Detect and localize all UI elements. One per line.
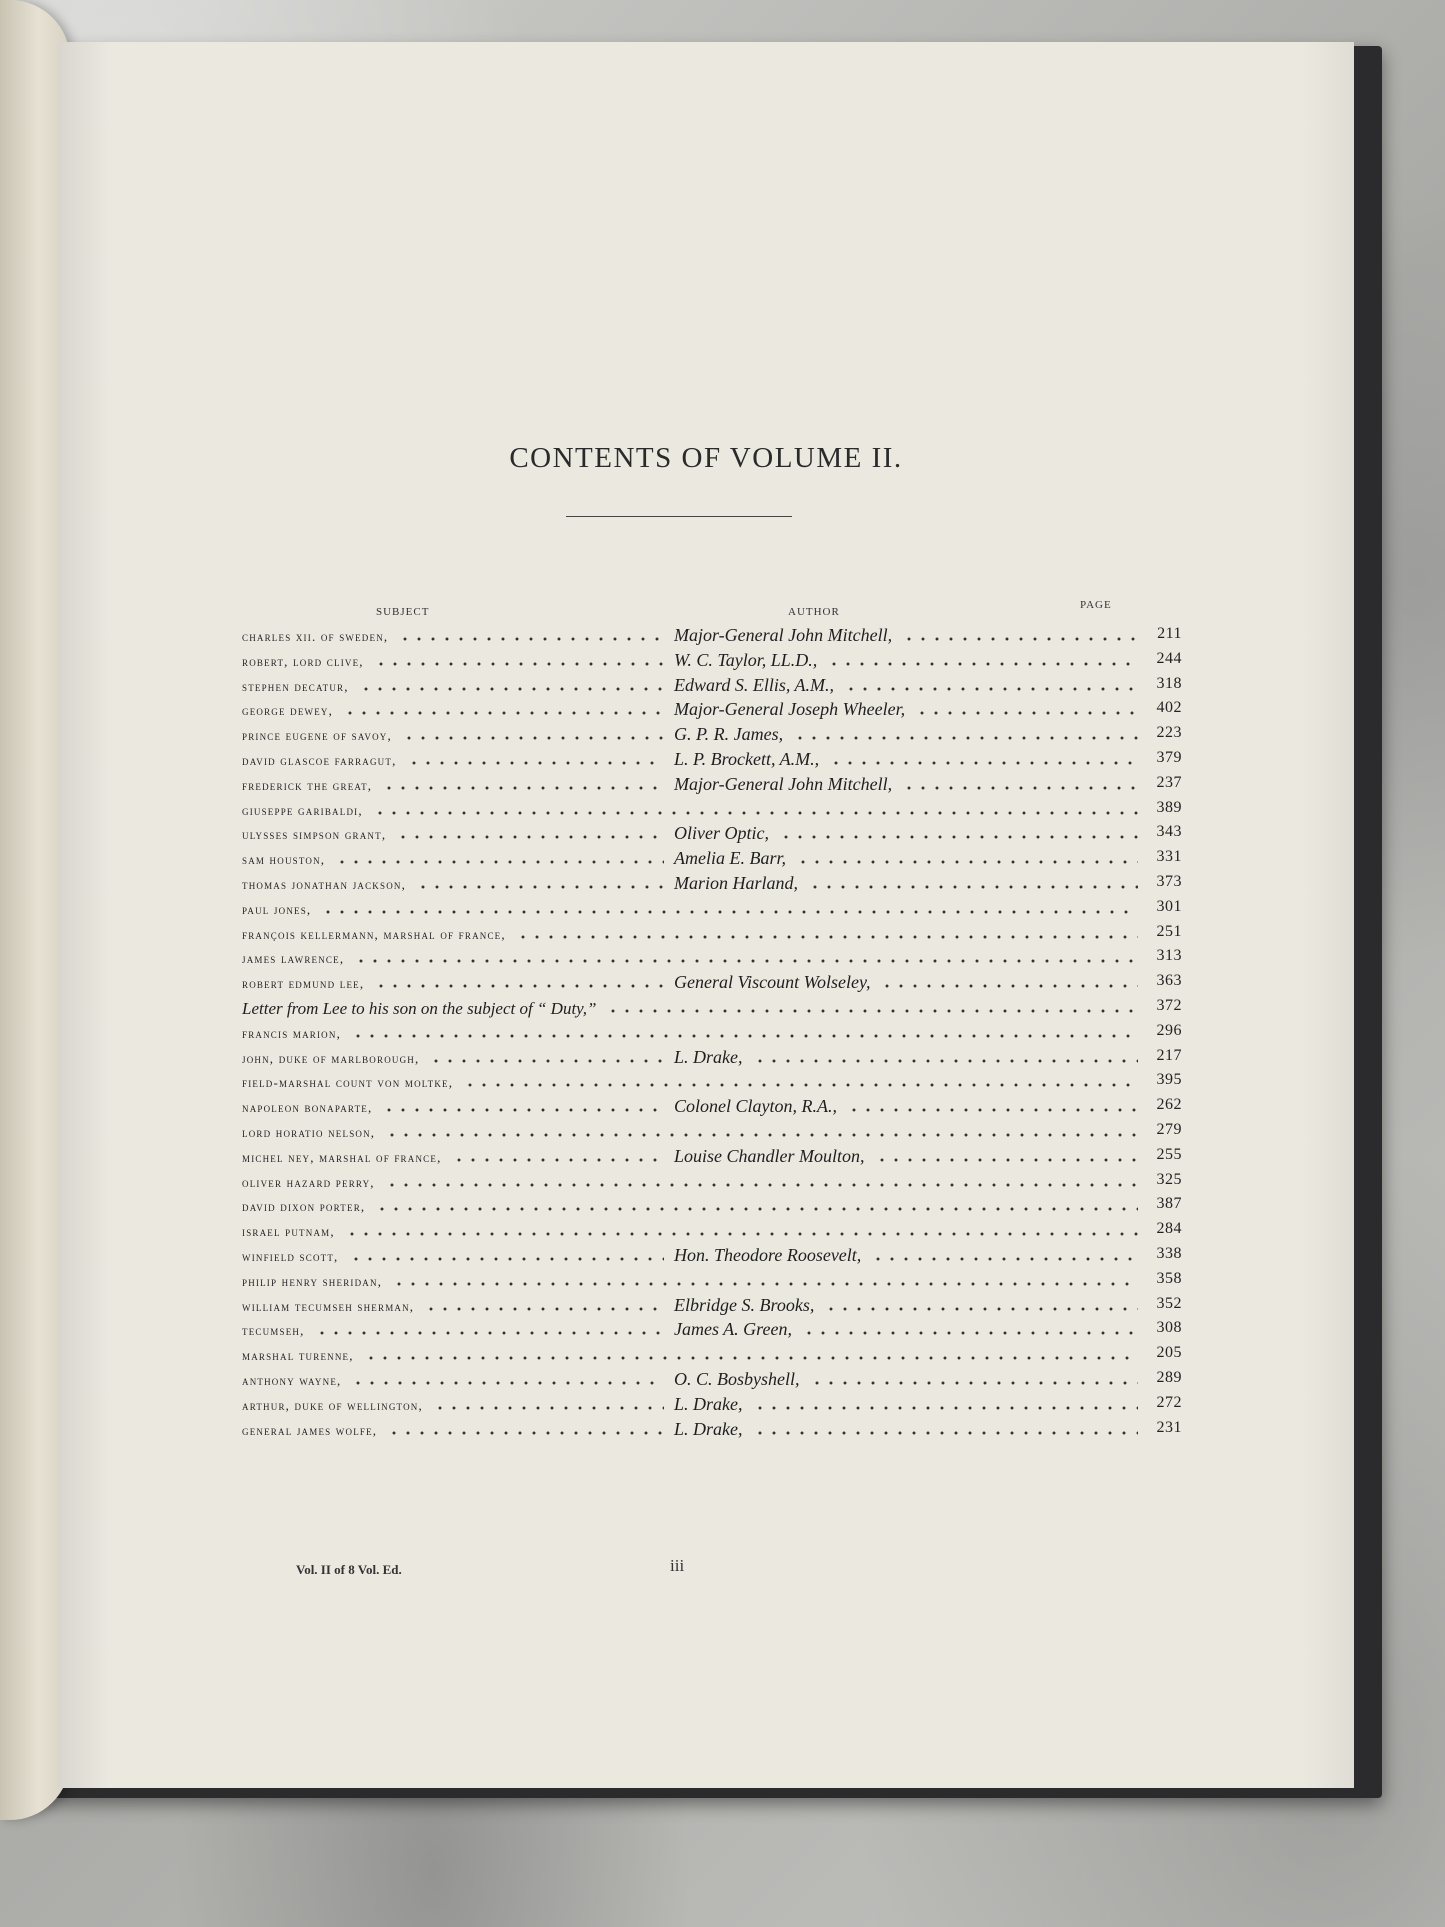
dot-leader: [351, 1377, 664, 1389]
dot-leader: [824, 1303, 1138, 1315]
dot-leader: [387, 1427, 664, 1439]
dot-leader: [407, 757, 664, 769]
entry-author: Marion Harland,: [674, 872, 799, 893]
dot-leader: [463, 1079, 1138, 1091]
edition-note: Vol. II of 8 Vol. Ed.: [296, 1562, 402, 1577]
entry-author: Louise Chandler Moulton,: [674, 1145, 865, 1166]
toc-entry: [242, 1022, 1182, 1047]
dot-leader: [429, 1055, 664, 1067]
dot-leader: [398, 633, 664, 645]
toc-entry: [242, 823, 1182, 848]
toc-entry: [242, 1369, 1182, 1394]
entry-author: O. C. Bosbyshell,: [674, 1368, 800, 1389]
entry-subject: anthony wayne,: [242, 1372, 342, 1388]
toc-entry: [242, 749, 1182, 774]
entry-author: L. P. Brockett, A.M.,: [674, 748, 820, 769]
entry-page: 402: [1156, 699, 1182, 717]
dot-leader: [382, 1104, 664, 1116]
toc-entry: [242, 699, 1182, 724]
dot-leader: [354, 955, 1138, 967]
toc-entry: [242, 1319, 1182, 1344]
entry-page: 338: [1156, 1244, 1182, 1262]
entry-subject: stephen decatur,: [242, 678, 349, 694]
dot-leader: [385, 1129, 1138, 1141]
entry-subject: giuseppe garibaldi,: [242, 802, 363, 818]
toc-entry: [242, 774, 1182, 799]
dot-leader: [829, 757, 1138, 769]
entry-author: Amelia E. Barr,: [674, 848, 786, 869]
entry-subject: françois kellermann, marshal of france,: [242, 926, 506, 942]
entry-subject: field-marshal count von moltke,: [242, 1075, 454, 1091]
dot-leader: [452, 1154, 664, 1166]
entry-page: 244: [1156, 649, 1182, 667]
dot-leader: [392, 1278, 1138, 1290]
toc-entry: [242, 1121, 1182, 1146]
entry-page: 343: [1156, 823, 1182, 841]
toc-entry: [242, 724, 1182, 749]
entry-page: 272: [1156, 1393, 1182, 1411]
entry-page: 251: [1156, 922, 1182, 940]
toc-entry: [242, 1394, 1182, 1419]
entry-subject: paul jones,: [242, 901, 312, 917]
entry-subject: winfield scott,: [242, 1248, 339, 1264]
toc-entry: [242, 848, 1182, 873]
toc-entry: [242, 873, 1182, 898]
dot-leader: [335, 856, 664, 868]
dot-leader: [385, 1179, 1138, 1191]
entry-subject: michel ney, marshal of france,: [242, 1149, 442, 1165]
dot-leader: [847, 1104, 1138, 1116]
entry-author: Major-General John Mitchell,: [674, 773, 893, 794]
page-number: iii: [670, 1556, 685, 1575]
dot-leader: [871, 1253, 1138, 1265]
dot-leader: [402, 732, 664, 744]
dot-leader: [902, 633, 1138, 645]
entry-page: 358: [1156, 1269, 1182, 1287]
dot-leader: [374, 658, 664, 670]
entry-author: L. Drake,: [674, 1046, 743, 1067]
dot-leader: [374, 980, 664, 992]
entry-subject: david dixon porter,: [242, 1199, 366, 1215]
toc-entry: [242, 625, 1182, 650]
entry-page: 379: [1156, 748, 1182, 766]
toc-entry: [242, 947, 1182, 972]
entry-page: 308: [1156, 1319, 1182, 1337]
dot-leader: [753, 1055, 1138, 1067]
dot-leader: [315, 1327, 664, 1339]
author-column-header: AUTHOR: [788, 606, 840, 618]
dot-leader: [753, 1427, 1138, 1439]
dot-leader: [424, 1303, 664, 1315]
entry-subject: frederick the great,: [242, 777, 373, 793]
dot-leader: [915, 707, 1138, 719]
contents-page: [58, 42, 1354, 1788]
toc-entry: [242, 898, 1182, 923]
entry-author: Hon. Theodore Roosevelt,: [674, 1244, 862, 1265]
dot-leader: [808, 881, 1138, 893]
entry-author: Major-General Joseph Wheeler,: [674, 699, 906, 720]
entry-page: 279: [1156, 1120, 1182, 1138]
toc-entry: [242, 1270, 1182, 1295]
entry-author: Oliver Optic,: [674, 823, 769, 844]
entry-page: 217: [1156, 1046, 1182, 1064]
entry-page: 373: [1156, 872, 1182, 890]
dot-leader: [827, 658, 1138, 670]
entry-page: 387: [1156, 1195, 1182, 1213]
dot-leader: [351, 1030, 1138, 1042]
entry-page: 318: [1156, 674, 1182, 692]
toc-entry: [242, 1220, 1182, 1245]
dot-leader: [793, 732, 1138, 744]
toc-entry: [242, 1419, 1182, 1444]
dot-leader: [343, 707, 664, 719]
entry-subject: marshal turenne,: [242, 1348, 354, 1364]
dot-leader: [364, 1352, 1138, 1364]
entry-subject: robert edmund lee,: [242, 976, 365, 992]
toc-entry: [242, 1245, 1182, 1270]
dot-leader: [375, 1203, 1138, 1215]
dot-leader: [433, 1402, 664, 1414]
dot-leader: [875, 1154, 1138, 1166]
entry-author: Colonel Clayton, R.A.,: [674, 1096, 837, 1117]
toc-entry: [242, 1071, 1182, 1096]
toc-entry: [242, 1171, 1182, 1196]
entry-subject: napoleon bonaparte,: [242, 1100, 373, 1116]
entry-subject: Letter from Lee to his son on the subject of “ Duty,”: [242, 998, 597, 1018]
entry-page: 262: [1156, 1096, 1182, 1114]
entry-author: W. C. Taylor, LL.D.,: [674, 649, 818, 670]
title-rule: [566, 516, 792, 517]
entry-author: Elbridge S. Brooks,: [674, 1294, 815, 1315]
entry-subject: arthur, duke of wellington,: [242, 1397, 423, 1413]
entry-page: 205: [1156, 1344, 1182, 1362]
dot-leader: [382, 782, 664, 794]
contents-list: [242, 625, 1182, 1443]
entry-subject: ulysses simpson grant,: [242, 827, 387, 843]
entry-author: Major-General John Mitchell,: [674, 625, 893, 645]
dot-leader: [396, 831, 664, 843]
entry-subject: david glascoe farragut,: [242, 752, 397, 768]
dot-leader: [349, 1253, 664, 1265]
toc-entry: [242, 1096, 1182, 1121]
entry-page: 255: [1156, 1145, 1182, 1163]
entry-page: 211: [1157, 625, 1182, 642]
entry-page: 296: [1156, 1021, 1182, 1039]
dot-leader: [796, 856, 1138, 868]
entry-author: L. Drake,: [674, 1418, 743, 1439]
page-title: CONTENTS OF VOLUME II.: [509, 442, 903, 474]
toc-entry: [242, 675, 1182, 700]
entry-page: 389: [1156, 798, 1182, 816]
toc-entry: [242, 650, 1182, 675]
entry-page: 223: [1156, 724, 1182, 742]
entry-page: 284: [1156, 1220, 1182, 1238]
dot-leader: [810, 1377, 1138, 1389]
dot-leader: [416, 881, 664, 893]
dot-leader: [902, 782, 1138, 794]
entry-author: G. P. R. James,: [674, 724, 784, 745]
entry-page: 395: [1156, 1071, 1182, 1089]
toc-entry: [242, 1344, 1182, 1369]
dot-leader: [779, 831, 1138, 843]
entry-subject: israel putnam,: [242, 1224, 335, 1240]
dot-leader: [606, 1005, 1138, 1017]
entry-subject: philip henry sheridan,: [242, 1273, 383, 1289]
toc-entry: [242, 997, 1182, 1022]
toc-entry: [242, 923, 1182, 948]
entry-author: James A. Green,: [674, 1319, 792, 1340]
entry-page: 352: [1156, 1294, 1182, 1312]
entry-page: 331: [1156, 848, 1182, 866]
dot-leader: [516, 931, 1138, 943]
entry-page: 237: [1156, 773, 1182, 791]
toc-entry: [242, 1195, 1182, 1220]
toc-entry: [242, 1146, 1182, 1171]
dot-leader: [880, 980, 1138, 992]
toc-entry: [242, 1295, 1182, 1320]
entry-author: Edward S. Ellis, A.M.,: [674, 674, 835, 695]
entry-page: 301: [1156, 897, 1182, 915]
dot-leader: [753, 1402, 1138, 1414]
dot-leader: [345, 1228, 1138, 1240]
subject-column-header: SUBJECT: [376, 606, 430, 618]
entry-subject: robert, lord clive,: [242, 653, 364, 669]
entry-subject: general james wolfe,: [242, 1422, 378, 1438]
entry-page: 313: [1156, 947, 1182, 965]
page-column-header: PAGE: [1080, 599, 1112, 611]
entry-subject: sam houston,: [242, 852, 326, 868]
entry-author: L. Drake,: [674, 1393, 743, 1414]
toc-entry: [242, 1047, 1182, 1072]
dot-leader: [359, 683, 664, 695]
entry-subject: george dewey,: [242, 703, 334, 719]
dot-leader: [321, 906, 1138, 918]
dot-leader: [373, 807, 1138, 819]
entry-subject: francis marion,: [242, 1025, 342, 1041]
toc-entry: [242, 972, 1182, 997]
entry-subject: john, duke of marlborough,: [242, 1050, 420, 1066]
entry-author: General Viscount Wolseley,: [674, 972, 871, 993]
entry-page: 363: [1156, 972, 1182, 990]
entry-subject: lord horatio nelson,: [242, 1124, 376, 1140]
dot-leader: [844, 683, 1138, 695]
entry-subject: oliver hazard perry,: [242, 1174, 375, 1190]
dot-leader: [802, 1327, 1138, 1339]
entry-subject: william tecumseh sherman,: [242, 1298, 415, 1314]
entry-page: 372: [1156, 996, 1182, 1014]
entry-page: 289: [1156, 1368, 1182, 1386]
entry-subject: thomas jonathan jackson,: [242, 876, 407, 892]
entry-subject: tecumseh,: [242, 1323, 305, 1339]
entry-page: 231: [1156, 1418, 1182, 1436]
entry-subject: prince eugene of savoy,: [242, 728, 392, 744]
toc-entry: [242, 799, 1182, 824]
entry-subject: charles xii. of sweden,: [242, 629, 389, 644]
entry-page: 325: [1156, 1170, 1182, 1188]
entry-subject: james lawrence,: [242, 951, 345, 967]
